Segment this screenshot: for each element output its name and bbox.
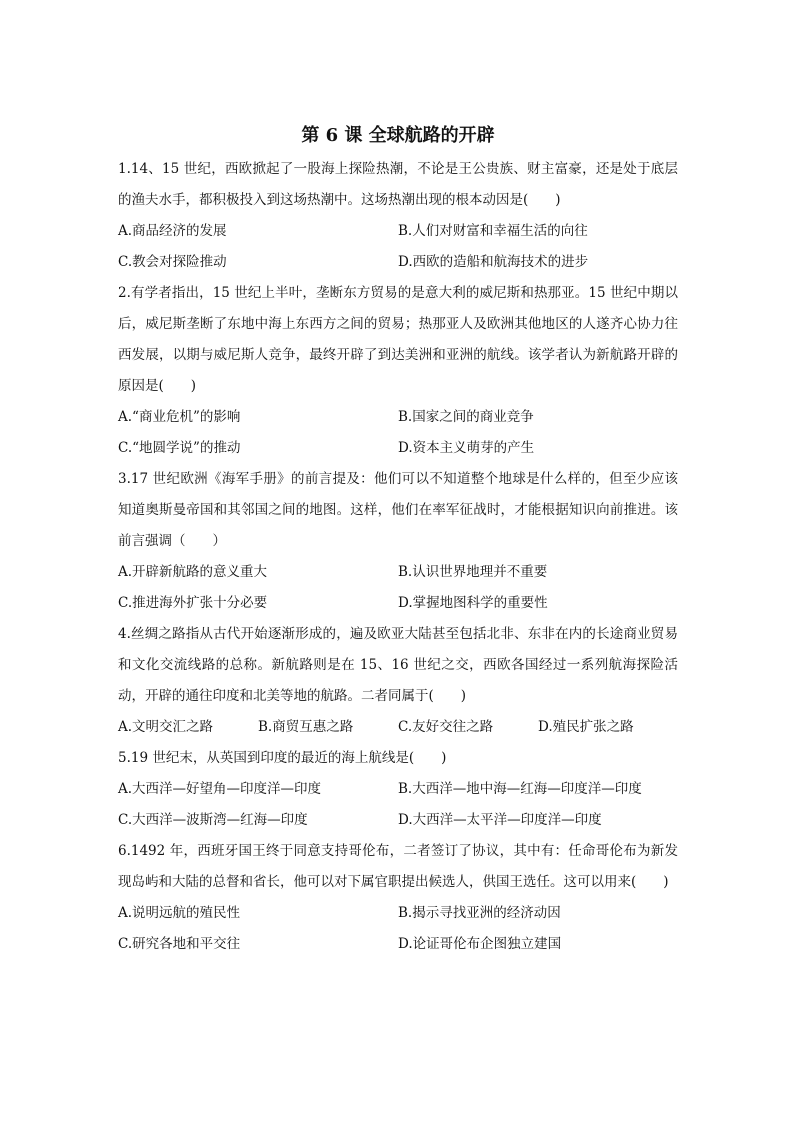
worksheet-page <box>118 122 678 960</box>
question-1 <box>118 154 678 278</box>
question-2 <box>118 278 678 464</box>
question-6 <box>118 836 678 960</box>
option-a: A.文明交汇之路 <box>118 719 214 735</box>
question-stem: 1.14、15 世纪，西欧掀起了一股海上探险热潮，不论是王公贵族、财主富豪，还是处于底层的渔夫水手，都积极投入到这场热潮中。这场热潮出现的根本动因是( ) <box>118 161 678 208</box>
option-c: C.“地圆学说”的推动 <box>118 440 241 456</box>
option-a: A.“商业危机”的影响 <box>118 409 241 425</box>
option-c: C.推进海外扩张十分必要 <box>118 595 268 611</box>
question-stem: 5.19 世纪末，从英国到印度的最近的海上航线是( ) <box>118 750 447 766</box>
question-stem: 6.1492 年，西班牙国王终于同意支持哥伦布，二者签订了协议，其中有：任命哥伦布为新发现岛屿和大陆的总督和省长，他可以对下属官职提出候选人，供国王选任。这可以用来( ) <box>118 843 678 890</box>
question-stem: 2.有学者指出，15 世纪上半叶，垄断东方贸易的是意大利的威尼斯和热那亚。15 世纪中期以后，威尼斯垄断了东地中海上东西方之间的贸易；热那亚人及欧洲其他地区的人遂齐心协力往西发展，以期与威尼斯人竞争，最终开辟了到达美洲和亚洲的航线。该学者认为新航路开辟的原因是( ) <box>118 285 678 394</box>
option-a: A.开辟新航路的意义重大 <box>118 564 268 580</box>
question-stem: 3.17 世纪欧洲《海军手册》的前言提及：他们可以不知道整个地球是什么样的，但至少应该知道奥斯曼帝国和其邻国之间的地图。这样，他们在率军征战时，才能根据知识向前推进。该前言强调（ ） <box>118 471 678 549</box>
option-b: B.大西洋—地中海—红海—印度洋—印度 <box>398 781 642 797</box>
option-d: D.论证哥伦布企图独立建国 <box>398 936 562 952</box>
option-d: D.殖民扩张之路 <box>538 719 634 735</box>
question-3 <box>118 464 678 619</box>
option-d: D.大西洋—太平洋—印度洋—印度 <box>398 812 602 828</box>
option-c: C.大西洋—波斯湾—红海—印度 <box>118 812 308 828</box>
option-c: C.友好交往之路 <box>398 719 494 735</box>
option-a: A.大西洋—好望角—印度洋—印度 <box>118 781 322 797</box>
option-c: C.研究各地和平交往 <box>118 936 241 952</box>
option-a: A.商品经济的发展 <box>118 223 227 239</box>
option-d: D.资本主义萌芽的产生 <box>398 440 535 456</box>
question-5 <box>118 743 678 836</box>
option-b: B.国家之间的商业竞争 <box>398 409 534 425</box>
option-b: B.人们对财富和幸福生活的向往 <box>398 223 588 239</box>
option-d: D.掌握地图科学的重要性 <box>398 595 548 611</box>
question-stem: 4.丝绸之路指从古代开始逐渐形成的，遍及欧亚大陆甚至包括北非、东非在内的长途商业贸易和文化交流线路的总称。新航路则是在 15、16 世纪之交，西欧各国经过一系列航海探险活动，开辟的通往印度和北美等地的航路。二者同属于( ) <box>118 626 678 704</box>
option-c: C.教会对探险推动 <box>118 254 227 270</box>
option-b: B.商贸互惠之路 <box>258 719 354 735</box>
option-d: D.西欧的造船和航海技术的进步 <box>398 254 589 270</box>
option-b: B.认识世界地理并不重要 <box>398 564 548 580</box>
option-a: A.说明远航的殖民性 <box>118 905 241 921</box>
page-title: 第 6 课 全球航路的开辟 <box>301 125 495 146</box>
question-4 <box>118 619 678 743</box>
option-b: B.揭示寻找亚洲的经济动因 <box>398 905 561 921</box>
